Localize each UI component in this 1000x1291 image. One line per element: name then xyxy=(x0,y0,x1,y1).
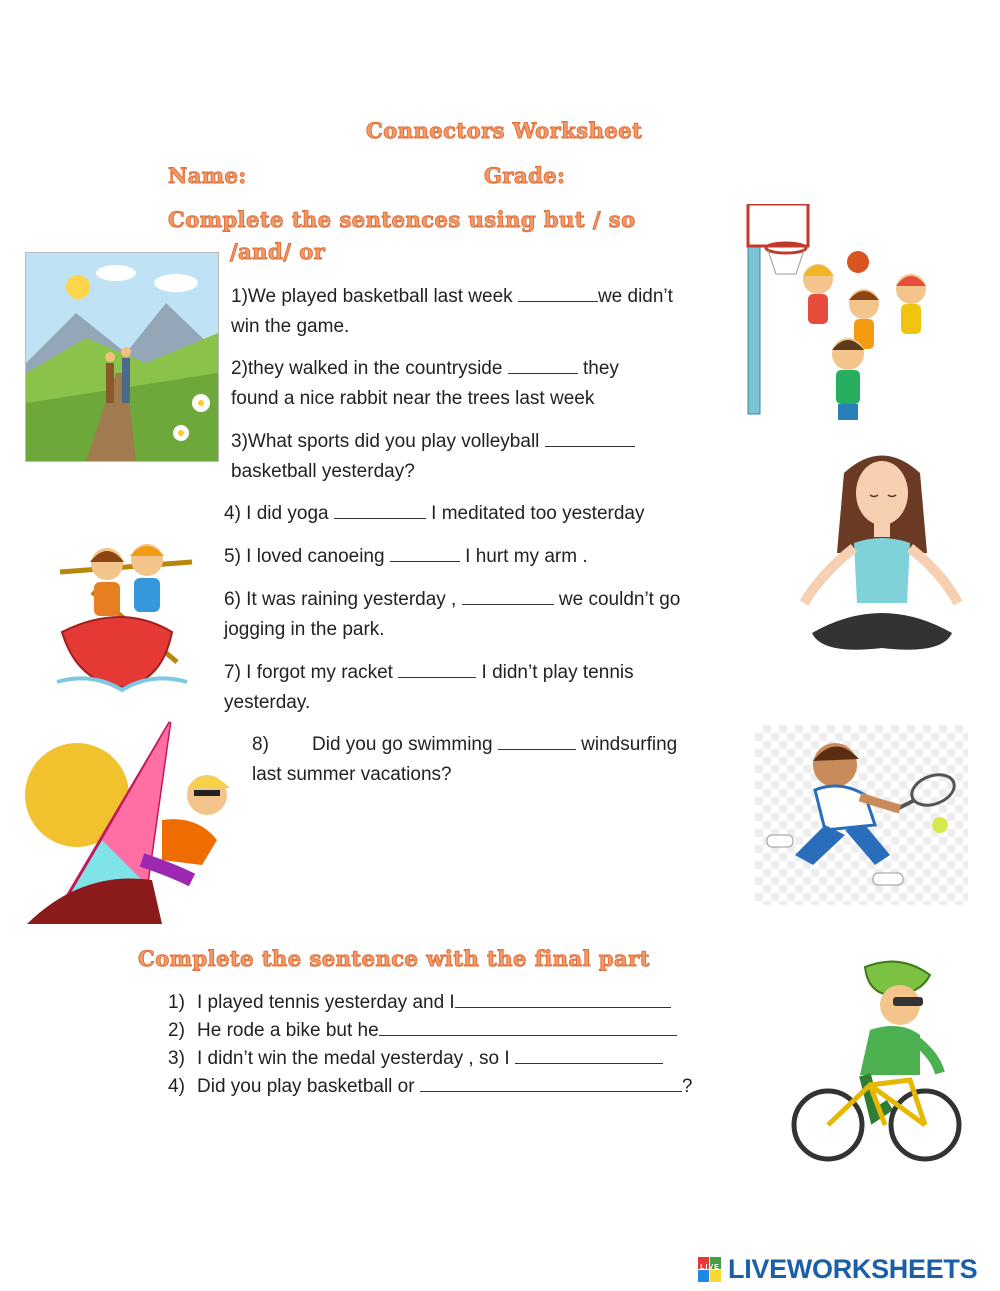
liveworksheets-logo xyxy=(698,1252,998,1286)
blank-5[interactable] xyxy=(390,543,460,562)
sentence-1: 1)We played basketball last week we didn’t win the game. xyxy=(231,282,741,342)
sentence-7: 7) I forgot my racket I didn’t play tennis yesterday. xyxy=(224,658,744,718)
sentence-8: 8) Did you go swimming windsurfing last summer vacations? xyxy=(252,730,752,790)
blank-1[interactable] xyxy=(518,283,598,302)
countryside-picture xyxy=(25,252,219,462)
blank-4[interactable] xyxy=(334,500,426,519)
sentence-3: 3)What sports did you play volleyball basketball yesterday? xyxy=(231,427,741,487)
logo-text: LIVEWORKSHEETS xyxy=(728,1254,978,1284)
grade-label: Grade: xyxy=(484,163,566,188)
blank-7[interactable] xyxy=(398,659,476,678)
final-part-2: 2) He rode a bike but he xyxy=(168,1017,748,1045)
blank-2[interactable] xyxy=(508,355,578,374)
sentence-6: 6) It was raining yesterday , we couldn’t go jogging in the park. xyxy=(224,585,754,645)
final-part-list xyxy=(168,989,748,1101)
final-blank-2[interactable] xyxy=(379,1017,677,1036)
cycling-picture xyxy=(790,955,962,1167)
name-label: Name: xyxy=(168,163,247,188)
blank-8[interactable] xyxy=(498,731,576,750)
worksheet-title: Connectors Worksheet xyxy=(366,118,643,143)
canoe-picture xyxy=(52,532,194,698)
final-part-1: 1) I played tennis yesterday and I xyxy=(168,989,748,1017)
blank-3[interactable] xyxy=(545,428,635,447)
tennis-picture xyxy=(755,725,968,905)
blank-6[interactable] xyxy=(462,586,554,605)
final-blank-3[interactable] xyxy=(515,1045,663,1064)
final-blank-4[interactable] xyxy=(420,1073,682,1092)
instruction-1-line-1: Complete the sentences using but / so xyxy=(168,207,636,232)
instruction-1-line-2: /and/ or xyxy=(230,239,326,264)
sentence-4: 4) I did yoga I meditated too yesterday xyxy=(224,499,744,529)
windsurfing-picture xyxy=(22,720,244,924)
sentence-2: 2)they walked in the countryside they found a nice rabbit near the trees last week xyxy=(231,354,741,414)
basketball-picture xyxy=(746,204,934,426)
final-part-3: 3) I didn’t win the medal yesterday , so I xyxy=(168,1045,748,1073)
logo-badge: LIVE xyxy=(698,1257,722,1283)
final-blank-1[interactable] xyxy=(455,989,671,1008)
yoga-picture xyxy=(792,443,970,663)
sentence-5: 5) I loved canoeing I hurt my arm . xyxy=(224,542,744,572)
final-part-4: 4) Did you play basketball or ? xyxy=(168,1073,748,1101)
instruction-2: Complete the sentence with the final part xyxy=(138,946,650,971)
